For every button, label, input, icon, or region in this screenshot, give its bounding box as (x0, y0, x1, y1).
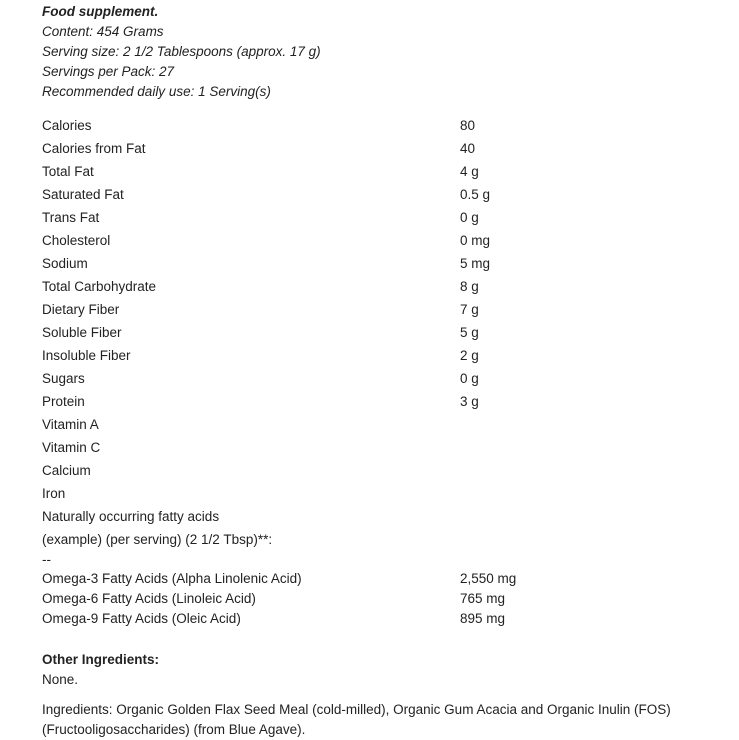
nutrient-name: Saturated Fat (42, 187, 124, 202)
fatty-acid-name: Omega-9 Fatty Acids (Oleic Acid) (42, 611, 241, 626)
nutrition-row (42, 459, 732, 482)
nutrient-value: 5 mg (460, 256, 491, 271)
nutrient-value: 3 g (460, 394, 479, 409)
recommended-daily-use: Recommended daily use: 1 Serving(s) (42, 84, 271, 99)
nutrient-value: 4 g (460, 164, 479, 179)
nutrition-row (42, 206, 732, 229)
fatty-acid-row (42, 609, 732, 629)
nutrition-row (42, 436, 732, 459)
nutrient-name: Trans Fat (42, 210, 100, 225)
nutrition-row (42, 229, 732, 252)
nutrition-row (42, 137, 732, 160)
spacer (42, 102, 732, 114)
fatty-acid-row (42, 589, 732, 609)
nutrient-name: Total Fat (42, 164, 94, 179)
spacer (42, 629, 732, 650)
fatty-acids-note-line2: (example) (per serving) (2 1/2 Tbsp)**: (42, 532, 273, 547)
separator-dash: -- (42, 552, 51, 567)
servings-per-pack: Servings per Pack: 27 (42, 64, 175, 79)
nutrition-row (42, 114, 732, 137)
nutrient-value: 80 (460, 118, 476, 133)
nutrient-value (460, 436, 732, 459)
other-ingredients-heading: Other Ingredients: (42, 652, 160, 667)
nutrient-value: 0 g (460, 371, 479, 386)
nutrition-row (42, 321, 732, 344)
spacer (42, 690, 732, 700)
nutrition-row (42, 160, 732, 183)
nutrient-name: Total Carbohydrate (42, 279, 157, 294)
nutrient-name: Calories (42, 118, 92, 133)
nutrient-name: Insoluble Fiber (42, 348, 131, 363)
product-info-document (42, 2, 732, 740)
nutrition-table (42, 114, 732, 505)
product-type-title: Food supplement. (42, 4, 159, 19)
nutrition-row (42, 252, 732, 275)
nutrient-name: Sodium (42, 256, 88, 271)
nutrient-value: 8 g (460, 279, 479, 294)
fatty-acid-row (42, 569, 732, 589)
nutrient-name: Calcium (42, 463, 91, 478)
content-weight: Content: 454 Grams (42, 24, 164, 39)
nutrient-value: 7 g (460, 302, 479, 317)
nutrition-row (42, 482, 732, 505)
fatty-acid-name: Omega-3 Fatty Acids (Alpha Linolenic Acid) (42, 571, 302, 586)
nutrient-value: 0 g (460, 210, 479, 225)
ingredients-text: Ingredients: Organic Golden Flax Seed Meal (cold-milled), Organic Gum Acacia and Organic Inulin (FOS) (Fructooligosaccharides) (from Blue Agave). (42, 702, 671, 737)
nutrition-row (42, 344, 732, 367)
nutrient-name: Calories from Fat (42, 141, 146, 156)
nutrition-row (42, 183, 732, 206)
other-ingredients-value: None. (42, 672, 79, 687)
nutrition-row (42, 390, 732, 413)
nutrient-name: Protein (42, 394, 85, 409)
fatty-acids-table (42, 569, 732, 629)
nutrient-value (460, 459, 732, 482)
nutrient-name: Sugars (42, 371, 85, 386)
nutrient-name: Soluble Fiber (42, 325, 122, 340)
nutrition-row (42, 367, 732, 390)
fatty-acids-note-line1: Naturally occurring fatty acids (42, 509, 220, 524)
nutrient-name: Vitamin C (42, 440, 101, 455)
nutrient-name: Vitamin A (42, 417, 99, 432)
serving-size: Serving size: 2 1/2 Tablespoons (approx. 17 g) (42, 44, 321, 59)
nutrient-value (460, 413, 732, 436)
nutrition-row (42, 298, 732, 321)
nutrient-name: Cholesterol (42, 233, 111, 248)
fatty-acid-value: 765 mg (460, 591, 506, 606)
nutrient-name: Dietary Fiber (42, 302, 120, 317)
nutrient-value: 40 (460, 141, 476, 156)
fatty-acid-value: 895 mg (460, 611, 506, 626)
nutrient-value: 0 mg (460, 233, 491, 248)
nutrient-value: 5 g (460, 325, 479, 340)
nutrient-value: 2 g (460, 348, 479, 363)
fatty-acid-value: 2,550 mg (460, 571, 517, 586)
fatty-acid-name: Omega-6 Fatty Acids (Linoleic Acid) (42, 591, 256, 606)
nutrition-row (42, 275, 732, 298)
nutrition-row (42, 413, 732, 436)
nutrient-value (460, 482, 732, 505)
nutrient-value: 0.5 g (460, 187, 491, 202)
nutrient-name: Iron (42, 486, 66, 501)
